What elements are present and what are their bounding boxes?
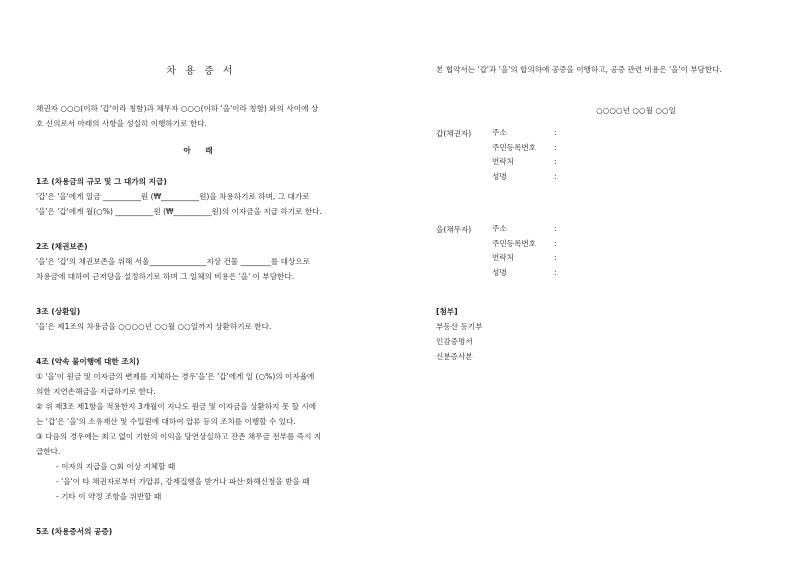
attachment-item: 부동산 등기부 — [436, 322, 483, 331]
subheading: 아 래 — [183, 146, 219, 155]
section-line: ① '을'이 원금 및 이자금의 변제를 지체하는 경우'을'은 '갑'에게 일 (○%)의 이자율에 — [36, 372, 315, 381]
party-debtor — [436, 222, 776, 280]
section-title: 3조 (상환일) — [36, 307, 81, 316]
party-field: 연락처 : — [492, 253, 557, 262]
section-line: 의한 지연손해금을 지급하기로 한다. — [36, 387, 156, 396]
section-line: ② 위 제3조 제1항을 적용한지 3개월이 지나도 원금 및 이자금을 상환하지 못 할 시에 — [36, 402, 317, 411]
list-item: - '을'이 타 채권자로부터 가압류, 강제집행을 받거나 파산·화해신청을 받을 때 — [56, 477, 310, 486]
intro-paragraph — [36, 101, 366, 131]
party-creditor — [436, 126, 776, 184]
left-column — [36, 62, 366, 539]
section-line: '을'은 '갑'의 채권보존을 위해 서울_______________지상 건물 ________를 대상으로 — [36, 257, 310, 266]
attachment-item: 신분증사본 — [436, 352, 473, 361]
section-line: '갑'은 '을'에게 일금 __________원 (₩__________원)을 차용하기로 하며, 그 대가로 — [36, 192, 310, 201]
section-line: 급한다. — [36, 447, 61, 456]
list-item: - 기타 이 약정 조항을 위반할 때 — [56, 492, 162, 501]
condition-list — [36, 459, 366, 504]
section-2 — [36, 239, 366, 284]
intro-line: 호 신의로서 아래의 사항을 성실히 이행하기로 한다. — [36, 119, 207, 128]
section-5 — [36, 524, 366, 539]
section-title: 4조 (약속 불이행에 대한 조치) — [36, 357, 140, 366]
party-field: 주소 : — [492, 128, 557, 137]
section-title: 2조 (채권보존) — [36, 242, 88, 251]
party-role: 을(채무자) — [436, 225, 472, 234]
section-4 — [36, 354, 366, 504]
document-title: 차 용 증 서 — [166, 66, 236, 77]
party-fields — [492, 126, 776, 184]
section-3 — [36, 304, 366, 334]
party-field: 연락처 : — [492, 157, 557, 166]
right-column — [436, 62, 776, 364]
section-title: 5조 (차용증서의 공증) — [36, 527, 113, 536]
section-line: ③ 다음의 경우에는 최고 없이 기한의 이익을 당연상실하고 잔존 채무금 전부를 즉시 지 — [36, 432, 322, 441]
section-line: '을'은 제1조의 차용금을 ○○○○년 ○○월 ○○일까지 상환하기로 한다. — [36, 322, 272, 331]
party-field: 주소 : — [492, 224, 557, 233]
party-field: 주민등록번호 : — [492, 142, 557, 152]
party-field: 성명 : — [492, 171, 557, 181]
party-fields — [492, 222, 776, 280]
section-line: '을'은 '갑'에게 월(○%) __________원 (₩__________원)의 이자금을 지급 하기로 한다. — [36, 207, 322, 216]
intro-line: 채권자 ○○○(이하 '갑'이라 칭함)과 채무자 ○○○(이하 '을'이라 칭함) 와의 사이에 상 — [36, 104, 319, 113]
attachments — [436, 304, 776, 364]
attachment-item: 인감증명서 — [436, 337, 473, 346]
party-role: 갑(채권자) — [436, 129, 472, 138]
attachments-title: [첨부] — [436, 307, 458, 316]
section-line: 차용금에 대하여 근저당을 설정하기로 하며 그 일체의 비용은 '을' 이 부담한다. — [36, 272, 295, 281]
list-item: - 이자의 지급을 ○회 이상 지체할 때 — [56, 462, 176, 471]
party-field: 주민등록번호 : — [492, 238, 557, 248]
section-1 — [36, 174, 366, 219]
section-line: 는 '갑'은 '을'의 소유재산 및 수입원에 대하여 압류 등의 조치를 이행할 수 있다. — [36, 417, 296, 426]
contract-date: ○○○○년 ○○월 ○○일 — [596, 106, 676, 115]
section-title: 1조 (차용금의 규모 및 그 대가의 지급) — [36, 177, 167, 186]
notary-paragraph: 본 협약서는 '갑'과 '을'의 합의하에 공증을 이행하고, 공증 관련 비용은 '을'이 부담한다. — [436, 65, 722, 74]
party-field: 성명 : — [492, 267, 557, 277]
